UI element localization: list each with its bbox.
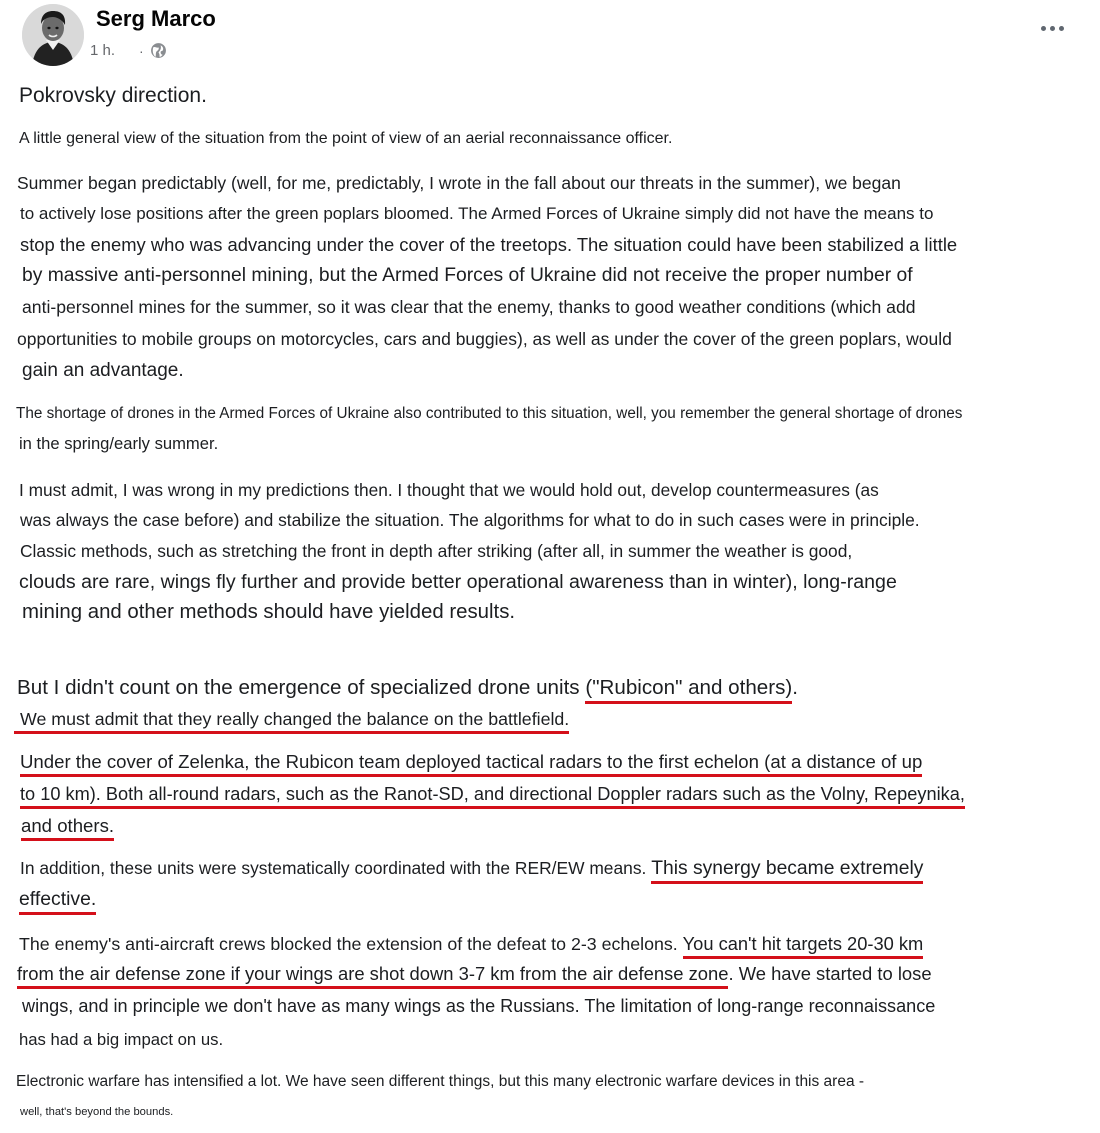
post-header xyxy=(22,4,1082,68)
more-dot-icon xyxy=(1050,26,1055,31)
paragraph-line: clouds are rare, wings fly further and provide better operational awareness than in winter), long-range xyxy=(19,571,897,593)
paragraph-line xyxy=(20,858,923,880)
paragraph-line xyxy=(19,888,96,911)
paragraph-line: Electronic warfare has intensified a lot. We have seen different things, but this many electronic warfare devices in this area - xyxy=(16,1073,865,1090)
paragraph-line xyxy=(17,963,932,985)
paragraph-line xyxy=(20,784,965,805)
paragraph-line: in the spring/early summer. xyxy=(19,434,219,453)
paragraph-line xyxy=(20,751,922,773)
line-text: The enemy's anti-aircraft crews blocked the extension of the defeat to 2-3 echelons. xyxy=(19,934,683,954)
post-time[interactable]: 1 h. xyxy=(90,42,116,59)
underlined-highlight: ("Rubicon" and others) xyxy=(585,676,792,704)
post-title: Pokrovsky direction. xyxy=(19,84,207,107)
globe-icon[interactable] xyxy=(150,42,167,59)
paragraph-line: anti-personnel mines for the summer, so it was clear that the enemy, thanks to good weather conditions (which add xyxy=(22,297,916,317)
line-text: In addition, these units were systematically coordinated with the RER/EW means. xyxy=(20,858,652,878)
paragraph-line xyxy=(21,815,114,837)
author-name[interactable]: Serg Marco xyxy=(96,6,216,31)
paragraph-line: has had a big impact on us. xyxy=(19,1030,224,1049)
underlined-highlight: and others. xyxy=(21,815,114,841)
line-text: . We have started to lose xyxy=(728,963,932,984)
underlined-highlight: You can't hit targets 20-30 km xyxy=(683,933,924,959)
underlined-highlight: This synergy became extremely xyxy=(651,858,923,884)
line-text: But I didn't count on the emergence of specialized drone units xyxy=(17,676,586,699)
paragraph-line: mining and other methods should have yielded results. xyxy=(22,601,516,623)
underlined-highlight: We must admit that they really changed the balance on the battlefield. xyxy=(14,709,569,734)
paragraph-line xyxy=(17,676,798,700)
more-options-button[interactable] xyxy=(1034,16,1070,40)
underlined-highlight: Under the cover of Zelenka, the Rubicon team deployed tactical radars to the first echelon (at a distance of up xyxy=(20,751,922,777)
underlined-highlight: from the air defense zone if your wings are shot down 3-7 km from the air defense zone xyxy=(17,963,728,989)
paragraph-line: was always the case before) and stabilize the situation. The algorithms for what to do in such cases were in principle. xyxy=(20,510,920,530)
paragraph-line: wings, and in principle we don't have as many wings as the Russians. The limitation of long-range reconnaissance xyxy=(22,996,936,1016)
avatar[interactable] xyxy=(22,4,84,66)
paragraph-line: The shortage of drones in the Armed Forces of Ukraine also contributed to this situation, well, you remember the general shortage of drones xyxy=(16,405,963,422)
line-text: . xyxy=(792,676,799,699)
paragraph-line: I must admit, I was wrong in my predictions then. I thought that we would hold out, develop countermeasures (as xyxy=(19,480,879,500)
paragraph-line xyxy=(19,933,923,955)
paragraph-line: well, that's beyond the bounds. xyxy=(20,1106,174,1118)
paragraph-line: stop the enemy who was advancing under the cover of the treetops. The situation could have been stabilized a little xyxy=(20,234,958,255)
paragraph-line: by massive anti-personnel mining, but the Armed Forces of Ukraine did not receive the proper number of xyxy=(22,265,913,286)
underlined-highlight: to 10 km). Both all-round radars, such as the Ranot-SD, and directional Doppler radars such as the Volny, Repeynika, xyxy=(20,784,965,809)
paragraph-line: Summer began predictably (well, for me, predictably, I wrote in the fall about our threats in the summer), we began xyxy=(17,173,901,193)
paragraph-line: opportunities to mobile groups on motorcycles, cars and buggies), as well as under the cover of the green poplars, would xyxy=(17,329,952,349)
avatar-portrait-icon xyxy=(22,4,84,66)
meta-separator: · xyxy=(139,42,144,59)
paragraph-line: A little general view of the situation from the point of view of an aerial reconnaissance officer. xyxy=(19,130,673,147)
paragraph-line: gain an advantage. xyxy=(22,360,184,381)
more-dot-icon xyxy=(1041,26,1046,31)
underlined-highlight: effective. xyxy=(19,888,96,915)
paragraph-line: Classic methods, such as stretching the front in depth after striking (after all, in summer the weather is good, xyxy=(20,541,853,561)
paragraph-line: to actively lose positions after the green poplars bloomed. The Armed Forces of Ukraine simply did not have the means to xyxy=(20,204,934,223)
more-dot-icon xyxy=(1059,26,1064,31)
post-meta xyxy=(90,42,167,59)
paragraph-line xyxy=(20,709,569,730)
